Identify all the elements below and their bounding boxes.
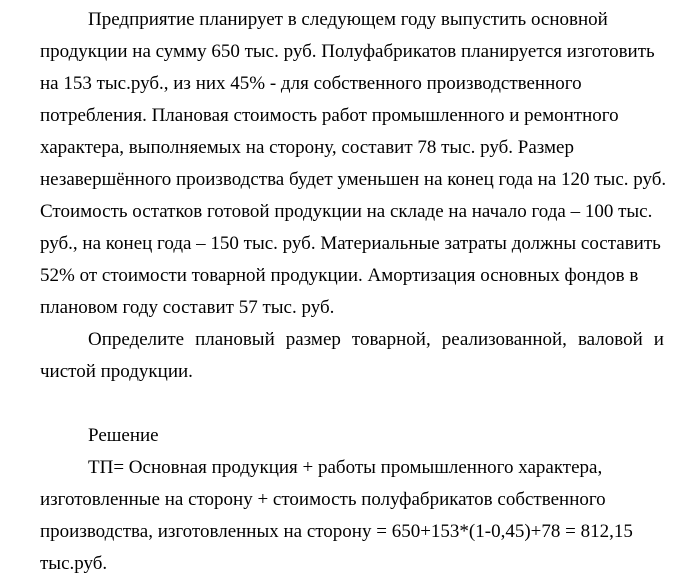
text-line: характера, выполняемых на сторону, составит 78 тыс. руб. Размер	[40, 137, 574, 158]
text-line: потребления. Плановая стоимость работ промышленного и ремонтного	[40, 105, 619, 126]
text-line: 52% от стоимости товарной продукции. Амортизация основных фондов в	[40, 265, 639, 286]
question-word: плановый	[195, 329, 275, 350]
document-page	[40, 4, 667, 580]
text-line: чистой продукции.	[40, 361, 193, 382]
text-line: изготовленные на сторону + стоимость полуфабрикатов собственного	[40, 489, 606, 510]
question-word: валовой	[577, 329, 643, 350]
question-word: размер	[285, 329, 341, 350]
spacer	[40, 388, 664, 420]
text-line: незавершённого производства будет уменьшен на конец года на 120 тыс. руб.	[40, 169, 667, 190]
text-line: руб., на конец года – 150 тыс. руб. Материальные затраты должны составить	[40, 233, 661, 254]
question-paragraph	[40, 324, 664, 388]
solution-heading: Решение	[88, 425, 159, 446]
solution-section	[40, 420, 664, 580]
text-line: производства, изготовленных на сторону = 650+153*(1-0,45)+78 = 812,15	[40, 521, 633, 542]
question-word: реализованной,	[441, 329, 567, 350]
text-line: на 153 тыс.руб., из них 45% - для собственного производственного	[40, 73, 582, 94]
question-word: и	[653, 329, 664, 350]
problem-paragraph	[40, 4, 667, 324]
text-line: ТП= Основная продукция + работы промышленного характера,	[88, 457, 603, 478]
text-line: продукции на сумму 650 тыс. руб. Полуфабрикатов планируется изготовить	[40, 41, 655, 62]
question-line	[40, 324, 664, 356]
question-word: Определите	[88, 329, 185, 350]
question-word: товарной,	[351, 329, 431, 350]
text-line: Стоимость остатков готовой продукции на складе на начало года – 100 тыс.	[40, 201, 653, 222]
text-line: Предприятие планирует в следующем году выпустить основной	[88, 9, 608, 30]
text-line: плановом году составит 57 тыс. руб.	[40, 297, 335, 318]
text-line: тыс.руб.	[40, 553, 108, 574]
